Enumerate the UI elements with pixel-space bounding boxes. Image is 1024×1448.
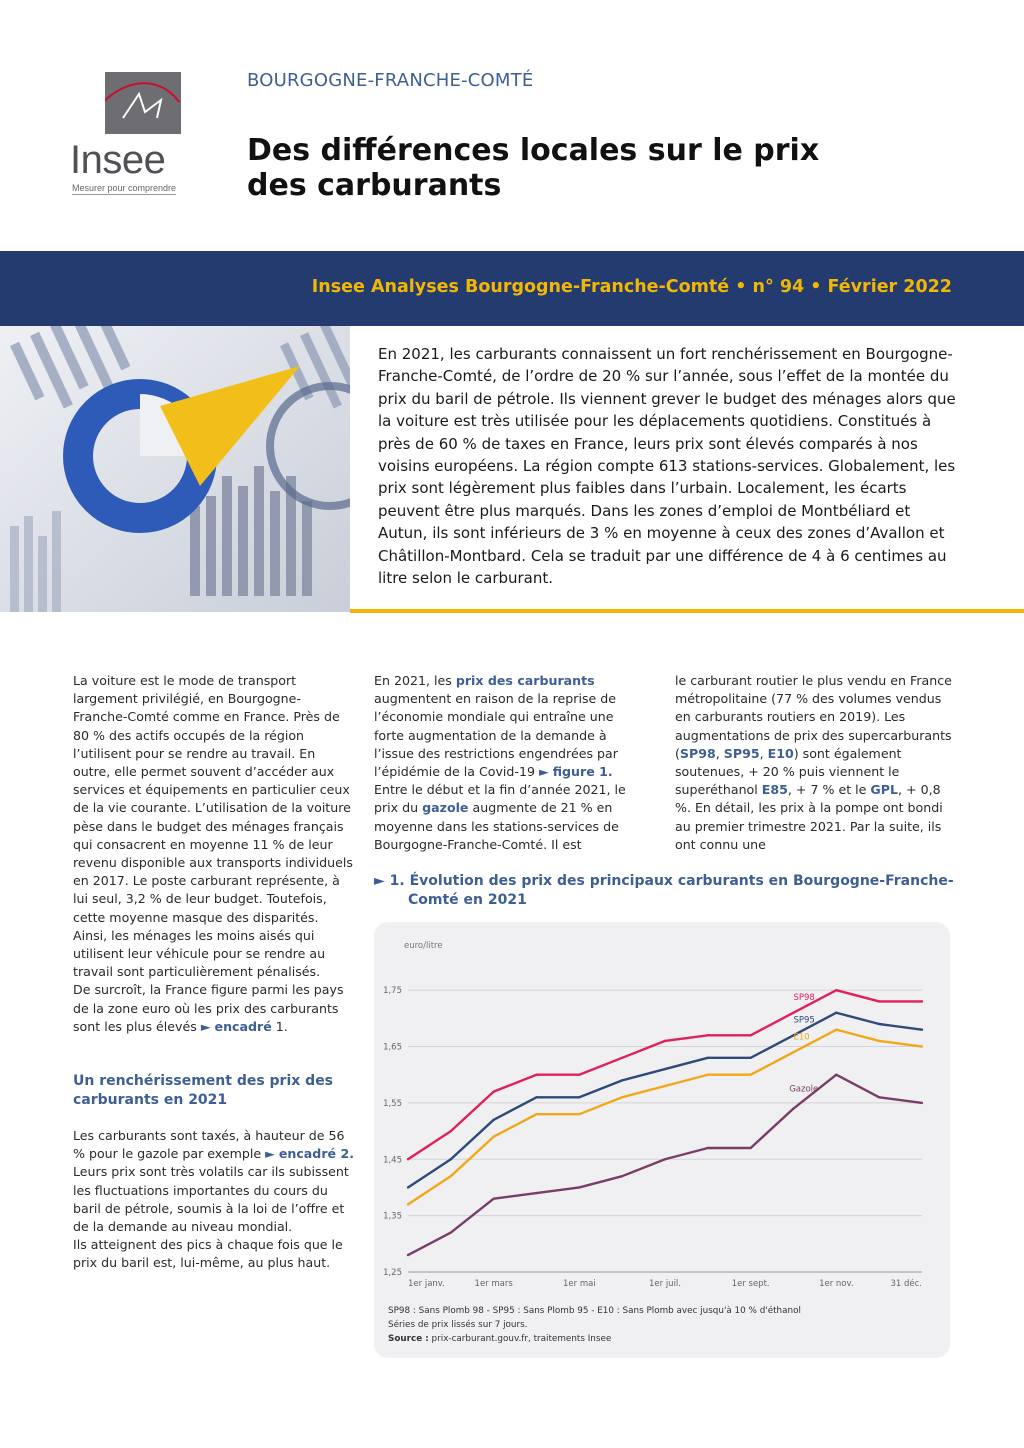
- col1-p2-end: 1.: [275, 1018, 288, 1034]
- col1-paragraph-2: [73, 981, 355, 1036]
- data-point-gazole: [407, 1254, 409, 1256]
- data-point-sp98: [664, 1040, 666, 1042]
- data-point-gazole: [621, 1175, 623, 1177]
- x-tick-label: 31 déc.: [890, 1279, 922, 1289]
- data-point-sp98: [578, 1074, 580, 1076]
- publication-reference: Insee Analyses Bourgogne-Franche-Comté • n° 94 • Février 2022: [311, 277, 952, 297]
- data-point-e10: [878, 1040, 880, 1042]
- data-point-sp95: [835, 1012, 837, 1014]
- data-point-gazole: [835, 1074, 837, 1076]
- link-sp95[interactable]: SP95: [723, 745, 760, 761]
- source-label: Source :: [388, 1334, 429, 1344]
- col3-text-d: , + 0,8 %. En détail, les prix à la pompe ont bondi au premier trimestre 2021. Par la suite, ils ont connu une: [675, 782, 943, 852]
- data-point-e10: [578, 1113, 580, 1115]
- arrow-icon: ►: [200, 1018, 211, 1034]
- col1-paragraph-3: [73, 1127, 355, 1236]
- data-point-gazole: [878, 1096, 880, 1098]
- data-point-e10: [492, 1136, 494, 1138]
- chart-note-smoothing: Séries de prix lissés sur 7 jours.: [388, 1320, 528, 1330]
- column-1: [73, 672, 355, 1273]
- section-heading: Un renchérissement des prix des carburants en 2021: [73, 1073, 334, 1108]
- figure-title-line-1: 1. Évolution des prix des principaux carburants en Bourgogne-Franche-: [389, 873, 954, 889]
- col1-paragraph-4: Ils atteignent des pics à chaque fois que le prix du baril est, lui-même, au plus haut.: [73, 1237, 343, 1271]
- y-tick-label: 1,75: [383, 986, 402, 997]
- data-point-sp95: [407, 1186, 409, 1188]
- data-point-sp98: [450, 1130, 452, 1132]
- link-figure-1[interactable]: figure 1.: [552, 764, 613, 780]
- data-point-e10: [664, 1085, 666, 1087]
- col3-text-c: , + 7 % et le: [787, 782, 867, 798]
- link-prix-carburants[interactable]: prix des carburants: [455, 673, 595, 688]
- data-point-gazole: [578, 1186, 580, 1188]
- data-point-sp95: [450, 1158, 452, 1160]
- data-point-sp95: [535, 1096, 537, 1098]
- link-encadre-2[interactable]: encadré 2.: [278, 1146, 354, 1162]
- data-point-gazole: [492, 1198, 494, 1200]
- data-point-e10: [407, 1203, 409, 1205]
- data-point-sp98: [707, 1034, 709, 1036]
- col1-p3-text: Les carburants sont taxés, à hauteur de 56 % pour le gazole par exemple: [73, 1128, 345, 1162]
- data-point-sp98: [878, 1000, 880, 1002]
- yellow-divider: [350, 609, 1024, 613]
- series-label-gazole: Gazole: [789, 1084, 819, 1095]
- data-point-sp95: [664, 1068, 666, 1070]
- insee-logo: [68, 70, 188, 200]
- line-chart: [374, 922, 950, 1302]
- col2-paragraph: [374, 672, 644, 854]
- col3-text-a: le carburant routier le plus vendu en France métropolitaine (77 % des volumes vendus en carburants routiers en 2019). Les augmentations de prix des supercarburants (: [675, 673, 952, 761]
- y-tick-label: 1,55: [383, 1098, 402, 1109]
- data-point-gazole: [792, 1107, 794, 1109]
- data-point-sp95: [921, 1028, 923, 1030]
- cover-illustration: [0, 326, 350, 612]
- series-label-sp98: SP98: [793, 992, 815, 1003]
- column-3: [675, 672, 957, 854]
- y-tick-label: 1,35: [383, 1211, 402, 1222]
- data-point-sp98: [921, 1000, 923, 1002]
- page-title: [247, 133, 947, 203]
- logo-square: [105, 72, 181, 134]
- y-tick-label: 1,45: [383, 1155, 402, 1166]
- series-label-sp95: SP95: [793, 1015, 815, 1026]
- col2-text-b: augmentent en raison de la reprise de l’économie mondiale qui entraîne une forte augmentation de la demande à l’issue des restrictions engendrées par l’épidémie de la Covid-19: [374, 691, 618, 780]
- chart-source: [388, 1332, 938, 1346]
- y-tick-label: 1,25: [383, 1268, 402, 1278]
- x-tick-label: 1er sept.: [731, 1279, 770, 1289]
- region-label: BOURGOGNE-FRANCHE-COMTÉ: [247, 70, 534, 91]
- link-gpl[interactable]: GPL: [870, 782, 899, 798]
- source-text: prix-carburant.gouv.fr, traitements Insee: [431, 1334, 612, 1344]
- data-point-gazole: [450, 1231, 452, 1233]
- x-tick-label: 1er mars: [474, 1279, 513, 1289]
- data-point-gazole: [921, 1102, 923, 1104]
- abstract: En 2021, les carburants connaissent un fort renchérissement en Bourgogne-Franche-Comté, de l’ordre de 20 % sur l’année, sous l’effet de la montée du prix du baril de pétrole. Ils viennent grever le budget des ménages alors que la voiture est très utilisée pour les déplacements quotidiens. Constitués à près de 60 % de taxes en France, leurs prix sont élevés comparés à nos voisins européens. La région compte 613 stations-services. Globalement, les prix sont légèrement plus faibles dans l’urbain. Localement, les écarts peuvent être plus marqués. Dans les zones d’emploi de Montbéliard et Autun, ils sont inférieurs de 3 % en moyenne à ceux des zones d’Avallon et Châtillon-Montbard. Cela se traduit par une différence de 4 à 6 centimes au litre selon le carburant.: [378, 345, 956, 588]
- figure-title-line-2: Comté en 2021: [408, 891, 527, 908]
- data-point-gazole: [707, 1147, 709, 1149]
- link-sp98[interactable]: SP98: [679, 745, 716, 761]
- data-point-sp98: [492, 1090, 494, 1092]
- x-tick-label: 1er juil.: [648, 1279, 682, 1289]
- figure-title: [374, 872, 964, 909]
- data-point-sp98: [535, 1074, 537, 1076]
- arrow-icon: ►: [265, 1146, 275, 1162]
- chart-panel: [374, 922, 950, 1358]
- y-axis-label: euro/litre: [404, 941, 443, 951]
- col1-p2-text: De surcroît, la France figure parmi les pays de la zone euro où les prix des carburants sont les plus élevés: [73, 982, 344, 1034]
- title-line-2: des carburants: [247, 168, 502, 203]
- link-e85[interactable]: E85: [761, 782, 788, 798]
- series-label-e10: E10: [793, 1032, 810, 1043]
- data-point-sp95: [749, 1057, 751, 1059]
- col1-p3-end: Leurs prix sont très volatils car ils subissent les fluctuations importantes du cours du baril de pétrole, soumis à la loi de l’offre et de la demande au niveau mondial.: [73, 1164, 349, 1235]
- logo-mark-icon: [105, 72, 181, 134]
- link-encadre-1[interactable]: encadré: [214, 1018, 272, 1034]
- data-point-e10: [535, 1113, 537, 1115]
- col3-text-b: ) sont également soutenues, + 20 % puis viennent le superéthanol: [675, 745, 902, 798]
- cover-photo: [0, 326, 350, 612]
- logo-tagline: Mesurer pour comprendre: [72, 183, 177, 193]
- series-line-e10: [408, 1030, 922, 1205]
- data-point-e10: [450, 1175, 452, 1177]
- logo-wordmark: Insee: [70, 138, 166, 182]
- link-e10[interactable]: E10: [767, 745, 794, 761]
- x-tick-label: 1er nov.: [819, 1279, 854, 1289]
- x-tick-label: 1er mai: [562, 1279, 596, 1289]
- data-point-sp98: [792, 1012, 794, 1014]
- col1-paragraph-1: La voiture est le mode de transport largement privilégié, en Bourgogne-Franche-Comté comme en France. Près de 80 % des actifs occupés de la région l’utilisent pour se rendre au travail. En outre, elle permet souvent d’accéder aux services et équipements en particulier ceux de la vie courante. L’utilisation de la voiture pèse dans le budget des ménages français qui consacrent en moyenne 11 % de leur revenu disponible aux transports individuels en 2017. Le poste carburant représente, à lui seul, 3,2 % de leur budget. Toutefois, cette moyenne masque des disparités. Ainsi, les ménages les moins aisés qui utilisent leur véhicule pour se rendre au travail sont particulièrement pénalisés.: [73, 673, 353, 980]
- data-point-e10: [621, 1096, 623, 1098]
- data-point-sp98: [749, 1034, 751, 1036]
- col2-text-a: En 2021, les: [374, 673, 452, 688]
- data-point-sp95: [578, 1096, 580, 1098]
- title-line-1: Des différences locales sur le prix: [247, 133, 820, 168]
- data-point-gazole: [535, 1192, 537, 1194]
- series-line-gazole: [408, 1075, 922, 1255]
- column-2: [374, 672, 644, 854]
- chart-note-definitions: SP98 : Sans Plomb 98 - SP95 : Sans Plomb 95 - E10 : Sans Plomb avec jusqu'à 10 % d'éthanol: [388, 1306, 801, 1316]
- col2-text-c: Entre le début et la fin d’année 2021, le prix du: [374, 782, 626, 816]
- data-point-sp95: [707, 1057, 709, 1059]
- data-point-e10: [707, 1074, 709, 1076]
- publication-band: [0, 251, 1024, 326]
- data-point-sp95: [492, 1119, 494, 1121]
- data-point-e10: [835, 1028, 837, 1030]
- data-point-gazole: [664, 1158, 666, 1160]
- data-point-sp98: [621, 1057, 623, 1059]
- link-gazole[interactable]: gazole: [422, 800, 469, 816]
- data-point-sp98: [407, 1158, 409, 1160]
- data-point-sp98: [835, 989, 837, 991]
- figure-marker-icon: ►: [374, 873, 385, 889]
- data-point-gazole: [749, 1147, 751, 1149]
- data-point-e10: [792, 1051, 794, 1053]
- data-point-e10: [921, 1045, 923, 1047]
- x-tick-label: 1er janv.: [408, 1279, 445, 1289]
- col3-paragraph: le carburant routier le plus vendu en France métropolitaine (77 % des volumes vendus en carburants routiers en 2019). Les augmentations de prix des supercarburants (SP98, SP95, E10) sont également soutenues, + 20 % puis viennent le superéthanol E85, + 7 % et le GPL, + 0,8 %. En détail, les prix à la pompe ont bondi au premier trimestre 2021. Par la suite, ils ont connu une: [675, 673, 952, 852]
- y-tick-label: 1,65: [383, 1042, 402, 1053]
- chart-notes: [388, 1304, 938, 1346]
- data-point-sp95: [621, 1079, 623, 1081]
- data-point-e10: [749, 1074, 751, 1076]
- col2-text-d: augmente de 21 % en moyenne dans les stations-services de Bourgogne-Franche-Comté. Il est: [374, 800, 619, 852]
- arrow-icon: ►: [539, 764, 549, 780]
- data-point-sp95: [878, 1023, 880, 1025]
